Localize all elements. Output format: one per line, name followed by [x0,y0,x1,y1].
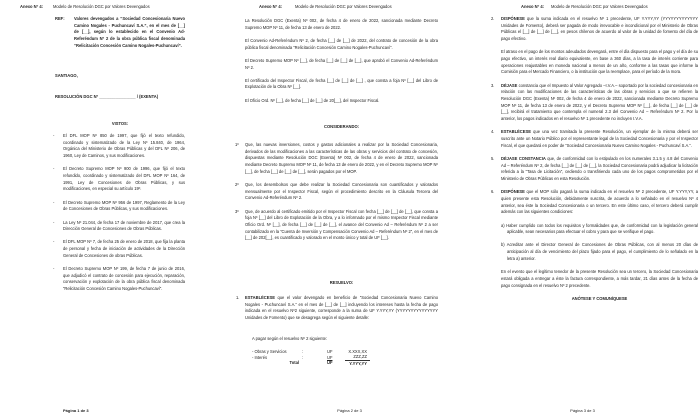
page-1 [0,0,233,417]
list-item-text: El Decreto Supremo MOP Nº 199, de fecha 7 de junio de 2016, que adjudicó el contrato de concesión para ejecución, reparación, conservación y explotación de la obra pública fiscal denominada “Relicitación Concesión Camino Nogales-Puchuncaví”. [63,266,185,292]
item-number: 4. [491,129,495,135]
item-number: 3º [235,208,239,214]
item-number: 2º [235,182,239,188]
item-number: 2. [491,16,495,21]
row-label: Total [289,360,299,366]
page-footer: Página 3 de 3 [570,408,595,413]
row-unit: UF [327,354,333,360]
list-item [491,82,698,123]
item-lead: ESTABLÉCESE [245,295,275,300]
page-2 [233,0,466,417]
row-value: Y.YYY,YY [349,360,367,366]
item-lead: DÉJASE [501,82,518,88]
list-item: El certificado del Inspector Fiscal, de fecha [__] de [__] de [__] , que consta a foja Nº [__] del Libro de Explotación de la Obra Nº [__]. [245,77,438,90]
row-sep: : [302,349,304,354]
considerando-title: CONSIDERANDO: [323,124,360,129]
breakdown-table [252,349,370,366]
list-item [491,16,698,43]
item-lead: DÉJASE CONSTANCIA [501,155,546,161]
annex-title: Modelo de Resolución DGC por Valores Devengados [53,4,150,9]
item-number: 1º [235,142,239,147]
list-item: - El Decreto Supremo MOP Nº 956 de 1997, Reglamento de la Ley de Concesiones de Obras Públicas, y sus modificaciones. [53,199,185,212]
ref-text: Valores devengados a “Sociedad Concesionaria Nuevo Camino Nogales - Puchuncaví S.A.”, en el mes de [__] de [__], según lo establecido en el Convenio Ad-Referéndum Nº 2 de la obra pública fiscal denominada “Relicitación Concesión Camino Nogales-Puchuncaví”. [74,16,185,48]
list-item [501,49,698,76]
vistos-title: VISTOS: [111,121,129,126]
item-text: El atraso en el pago de los montos adeudados devengará, entre el día dispuesto para el pago y el día de su pago efectivo, un interés real diario equivalente, en base a 360 días, a la tasa de interés corriente para operaciones reajustables en moneda nacional a menos de un año, conforme a las tasas que informe la Comisión para el Mercado Financiero, o la institución que la reemplace, para el período de la mora. [501,49,698,75]
row-sep: : [302,354,304,360]
item-lead: DISPÓNESE [501,16,525,21]
row-label: - Interés [252,354,268,360]
row-unit: UF [327,360,333,366]
list-item: El Oficio Ord. Nº [__], de fecha [__] de [__] de 20[__], del Inspector Fiscal. [245,97,380,103]
list-item-text: El Decreto Supremo MOP Nº 900 de 1996, que fijó el texto refundido, coordinado y sistematizado del DFL MOP Nº 164, de 1991, Ley de Concesiones de Obras Públicas, y sus modificaciones, en especial su artículo 19º. [63,166,185,192]
annex-title: Modelo de Resolución DGC por Valores Devengados [295,4,392,9]
page-header [20,4,150,11]
list-item: - El Decreto Supremo MOP Nº 900 de 1996, que fijó el texto refundido, coordinado y sistematizado del DFL MOP Nº 164, de 1991, Ley de Concesiones de Obras Públicas, y sus modificaciones, en especial su artículo 19º. [53,166,185,192]
condition-a: a) Haber cumplido con todos los requisitos y formalidades que, de conformidad con la legislación general aplicable, sean necesarios para efectuar el cobro y para que se verifique el pago. [501,222,698,235]
list-item [235,142,438,176]
annex-title: Modelo de Resolución DGC por Valores Devengados [551,4,648,9]
item-lead: ESTABLÉCESE [501,129,531,135]
item-text: que el MOP sólo pagará la suma indicada en el resuelvo Nº 2 precedente, UF Y.YYY,YY, a quien presente esta Resolución, debidamente suscrita, de acuerdo a lo señalado en el resuelvo Nº 4 anterior, sea éste la Sociedad Concesionaria o un tercero. En este último caso, el tercero deberá cumplir además con las siguientes condiciones: [501,189,698,215]
resolution-item-1 [236,295,438,322]
item-text: Que, los desembolsos que debe realizar la Sociedad Concesionaria son cuantificados y valorados mensualmente por el Inspector Fiscal, según el procedimiento descrito en la Cláusula Tercera del Convenio Ad-Referéndum Nº 2. [245,182,438,201]
item-number: 6. [491,189,495,195]
item-number: 1. [236,295,240,300]
page-3 [466,0,699,417]
item-lead: DISPÓNESE [501,189,525,195]
city: SANTIAGO, [55,73,78,78]
list-item [491,129,698,149]
list-item: El Decreto Supremo MOP Nº [__], de fecha [__] de [__] de [__], que aprobó el Convenio Ad-Referéndum Nº 2. [245,57,438,70]
page-header [521,4,648,11]
row-sep [302,360,327,366]
list-item-text: El DFL MOP Nº 850 de 1997, que fijó el texto refundido, coordinado y sistematizado de la Ley Nº 15.840, de 1964, Orgánica del Ministerio de Obras Públicas y del DFL Nº 206, de 1960, Ley de Caminos, y sus modificaciones. [63,133,185,159]
item-text: que, de conformidad con lo estipulado en los numerales 3.1.5 y 4.8 del Convenio Ad – Referéndum Nº 2, de fecha [__] de [__] de [__], la Sociedad Concesionaria podrá adjudicar la licitación referida a la “Tasa de Licitación”, cediendo o transfiriendo cada uno de los pagos comprometidos por el Ministerio de Obras Públicas en esta Resolución. [501,155,698,182]
pay-intro: A pagar según el resuelvo Nº 2 siguiente: [252,336,328,341]
list-item [235,208,438,243]
row-unit: UF [327,349,333,354]
resolution-items [491,16,698,302]
list-item-text: La Ley Nº 21.044, de fecha 17 de noviembre de 2017, que crea la Dirección General de Concesiones de Obras Públicas. [63,219,185,232]
sign-off: ANÓTESE Y COMUNÍQUESE [571,295,628,301]
item-text: que el valor devengado en beneficio de “Sociedad Concesionaria Nuevo Camino Nogales - Puchuncaví S.A.” en el mes de [__] de [__] incluyendo los intereses hasta la fecha de pago indicada en el resuelvo Nº2 siguiente, corresponde a la suma de UF Y.YYY,YY (YYYYYYYYYYYYYYY Unidades de Fomento) que se desagrega según el siguiente detalle: [245,295,438,321]
item-text: Que, las nuevas inversiones, costos y gastos adicionales a realizar por la Sociedad Concesionaria, derivados de las modificaciones a las características de las obras y servicios del contrato de concesión, dispuestas mediante Resolución DGC (Exenta) Nº 002, de fecha 4 de enero de 2022, sancionada mediante Decreto Supremo MOP Nº 11, de fecha 13 de enero de 2022, y en el Decreto Supremo MOP Nº [__], de fecha [__] de [__] de [__], serán pagados por el MOP. [245,142,438,174]
item-number: 3. [491,82,495,88]
list-item: La Resolución DGC (Exenta) Nº 002, de fecha 4 de enero de 2022, sancionada mediante Decreto Supremo MOP Nº 11, de fecha 13 de enero de 2022. [245,18,438,30]
list-item: El Convenio Ad-Referéndum Nº 2, de fecha [__] de [__] de 2022, del contrato de concesión de la obra pública fiscal denominada “Relicitación Concesión Camino Nogales-Puchuncaví”. [245,37,438,50]
vistos-continued [245,18,438,111]
resolution-number: RESOLUCIÓN DGC Nº ________________ / (EXENTA) [55,94,159,99]
list-item: - El DFL MOP Nº 7, de fecha 25 de enero de 2018, que fija la planta de personal y fecha de iniciación de actividades de la Dirección General de Concesiones de obras Públicas. [53,239,185,258]
item-text: que una vez tramitada la presente Resolución, un ejemplar de la misma deberá ser suscrito ante un Notario Público por el representante legal de la Sociedad Concesionaria y por el Inspector Fiscal, el que quedará en poder de “Sociedad Concesionaria Nuevo Camino Nogales - Puchuncaví S.A.”. [501,129,698,148]
list-item [491,155,698,183]
list-item-text: El Decreto Supremo MOP Nº 956 de 1997, Reglamento de la Ley de Concesiones de Obras Públicas, y sus modificaciones. [63,199,185,212]
considerando-list [235,142,438,249]
table-row [252,360,370,366]
page-footer: Página 1 de 3 [63,408,89,413]
annex-label: Anexo N° 4: [20,4,44,9]
ref-label: REF: [55,16,65,21]
row-value: ZZZ,ZZ [345,354,370,360]
annex-label: Anexo N° 4: [521,4,545,9]
closing-paragraph: En el evento que el legítimo tenedor de la presente Resolución sea un tercero, la Sociedad Concesionaria estará obligada a entregar a éste la factura correspondiente, a más tardar, 21 días antes de la fecha de pago consignada en el resuelvo Nº 2 precedente. [501,269,698,288]
resuelvo-title: RESUELVO: [329,280,354,285]
row-value: X.XXX,XX [348,349,367,354]
page-footer: Página 2 de 3 [337,408,362,413]
condition-b: b) Acreditar ante el Director General de Concesiones de Obras Públicas, con al menos 20 días de anticipación al día de vencimiento del plazo fijado para el pago, el cumplimiento de lo señalado en la letra a) anterior. [501,242,698,261]
list-item [491,189,698,216]
row-label: - Obras y Servicios [252,349,287,354]
list-item-text: El DFL MOP Nº 7, de fecha 25 de enero de 2018, que fija la planta de personal y fecha de iniciación de actividades de la Dirección General de Concesiones de obras Públicas. [63,239,185,258]
page-header [259,4,392,11]
vistos-list [53,133,185,299]
list-item: - El Decreto Supremo MOP Nº 199, de fecha 7 de junio de 2016, que adjudicó el contrato de concesión para ejecución, reparación, conservación y explotación de la obra pública fiscal denominada “Relicitación Concesión Camino Nogales-Puchuncaví”. [53,266,185,292]
list-item: - El DFL MOP Nº 850 de 1997, que fijó el texto refundido, coordinado y sistematizado de la Ley Nº 15.840, de 1964, Orgánica del Ministerio de Obras Públicas y del DFL Nº 206, de 1960, Ley de Caminos, y sus modificaciones. [53,133,185,159]
item-text: que la suma indicada en el resuelvo Nº 1 precedente, UF Y.YYY,YY (YYYYYYYYYYYYY Unidades de Fomento), deberá ser pagada de modo irrevocable e incondicional por el Ministerio de Obras Públicas el [__] de [__] de [__], en pesos chilenos de acuerdo al valor de la unidad de fomento del día de pago efectivo. [501,16,698,42]
annex-label: Anexo N° 4: [259,4,283,9]
list-item [235,182,438,202]
item-text: constancia que el Impuesto al Valor Agregado –I.V.A.– soportado por la sociedad concesionaria en relación con las modificaciones de las características de las obras y servicios a que se refieren la Resolución DGC (Exenta) Nº 002, de fecha 4 de enero de 2022, sancionada mediante Decreto Supremo MOP Nº 11, de fecha 13 de enero de 2022, y el Decreto Supremo MOP Nº [__], de fecha [__] de [__] de [__], recibirá el tratamiento que contempla el numeral 2.3 del Convenio Ad – Referéndum Nº 2. Por lo anterior, los pagos indicados en el resuelvo Nº 1 precedente no incluyen I.V.A. [501,82,698,122]
item-number: 5. [491,155,495,161]
item-text: Que, de acuerdo al certificado emitido por el Inspector Fiscal con fecha [__] de [__] de [__], que consta a foja Nº [__] del Libro de Explotación de la Obra, y a lo informado por el mismo Inspector Fiscal mediante Oficio Ord. Nº [__], de fecha [__] de [__] de [__], el avance del Convenio Ad – Referéndum Nº 2 a ser contabilizado en la “Cuenta de Inversión y Compensación Convenio Ad – Referéndum Nº 2”, en el mes de [__] de 202[__], es cuantificado y valorado en el monto único y total de UF [__]. [245,208,438,241]
list-item: - La Ley Nº 21.044, de fecha 17 de noviembre de 2017, que crea la Dirección General de Concesiones de Obras Públicas. [53,219,185,232]
